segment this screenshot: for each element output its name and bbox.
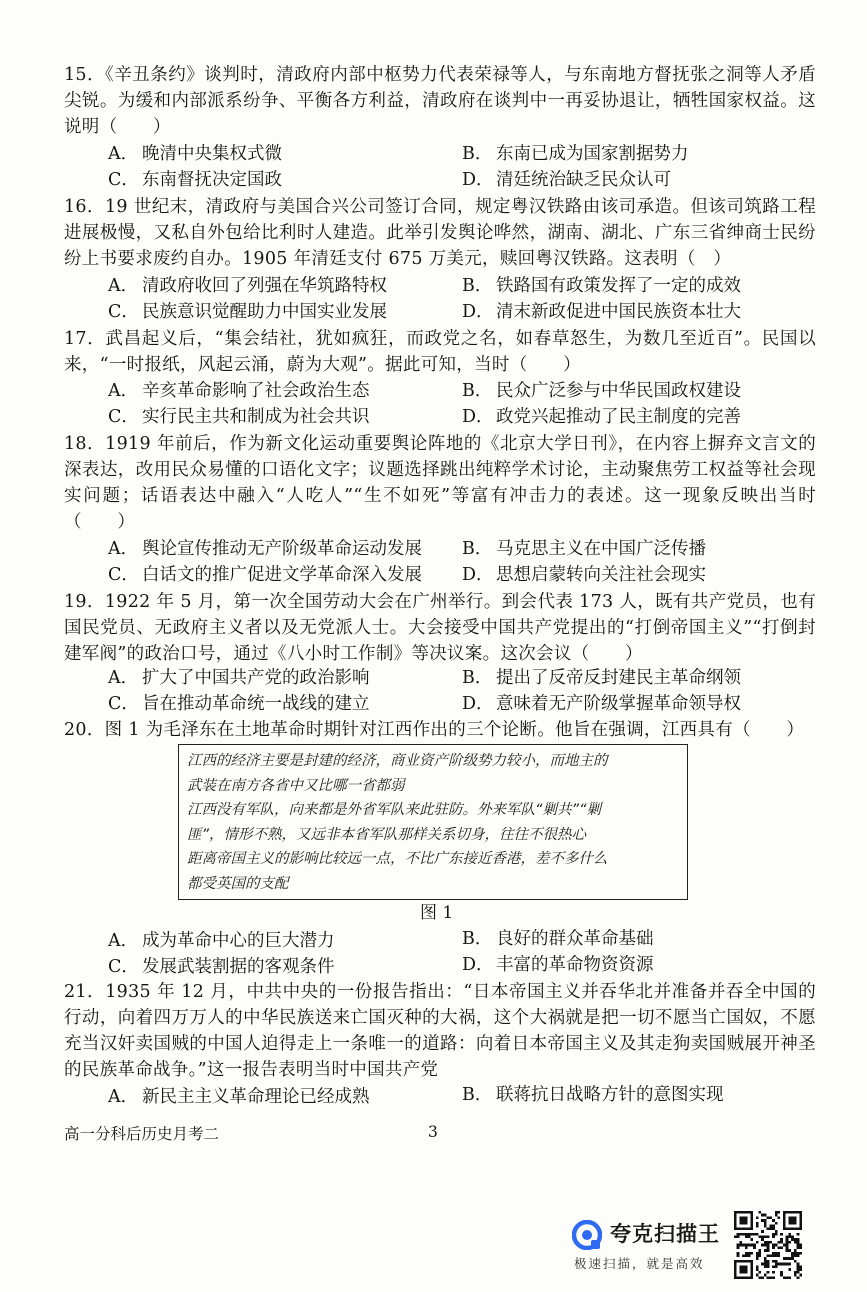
question-21-option-b [462,1082,724,1108]
qr-code-icon [734,1211,802,1279]
scanner-brand-name: 夸克扫描王 [610,1222,720,1246]
question-17-option-c [108,404,370,430]
footer-exam-title: 高一分科后历史月考二 [64,1125,220,1143]
figure-line: 江西没有军队，向来都是外省军队来此驻防。外来军队“剿共”“剿 [187,802,602,818]
question-15-option-a [108,141,282,167]
question-21-option-a [108,1084,370,1110]
option-label: A． [108,276,139,296]
option-text: 清廷统治缺乏民众认可 [496,170,671,190]
question-15-option-d [462,167,671,193]
option-label: D． [462,170,494,190]
question-17-option-a [108,378,370,404]
option-text: 舆论宣传推动无产阶级革命运动发展 [142,539,422,559]
question-18-option-b [462,536,706,562]
option-label: B． [462,929,493,949]
option-text: 扩大了中国共产党的政治影响 [142,668,370,688]
question-20-option-c [108,954,335,980]
question-18-option-d [462,562,706,588]
question-18-text: 18．1919 年前后，作为新文化运动重要舆论阵地的《北京大学日刊》，在内容上摒弃文言文的深表达，改用民众易懂的口语化文字；议题选择跳出纯粹学术讨论，主动聚焦劳工权益等社会现实问题；话语表达中融入“人吃人”“生不如死”等富有冲击力的表述。这一现象反映出当时（ ） [64,434,816,532]
question-18-option-a [108,536,422,562]
question-19-option-b [462,665,741,691]
option-label: B． [462,1085,493,1105]
figure-caption: 图 1 [420,903,454,923]
option-text: 丰富的革命物资资源 [496,955,654,975]
option-label: D． [462,565,494,585]
option-text: 良好的群众革命基础 [496,929,654,949]
option-label: B． [462,381,493,401]
option-label: D． [462,407,494,427]
question-21-text: 21．1935 年 12 月，中共中央的一份报告指出：“日本帝国主义并吞华北并准备并吞全中国的行动，向着四万万人的中华民族送来亡国灭种的大祸，这个大祸就是把一切不愿当亡国奴，不愿充当汉奸卖国贼的中国人迫得走上一条唯一的道路：向着日本帝国主义及其走狗卖国贼展开神圣的民族革命战争。”这一报告表明当时中国共产党 [64,982,816,1080]
option-label: C． [108,407,139,427]
figure-line: 距离帝国主义的影响比较远一点，不比广东接近香港，差不多什么 [187,851,608,867]
option-text: 辛亥革命影响了社会政治生态 [142,381,370,401]
question-16-option-b [462,273,741,299]
option-label: C． [108,694,139,714]
scanner-slogan: 极速扫描，就是高效 [574,1256,705,1271]
question-17-text: 17．武昌起义后，“集会结社，犹如疯狂，而政党之名，如春草怒生，为数几至近百”。民国以来，“一时报纸，风起云涌，蔚为大观”。据此可知，当时（ ） [64,329,816,375]
figure-line: 都受英国的支配 [187,875,289,892]
option-label: C． [108,170,139,190]
question-15-option-b [462,141,689,167]
question-18-option-c [108,562,422,588]
option-text: 提出了反帝反封建民主革命纲领 [496,668,741,688]
option-text: 思想启蒙转向关注社会现实 [496,565,706,585]
question-19-text: 19．1922 年 5 月，第一次全国劳动大会在广州举行。到会代表 173 人，既有共产党员，也有国民党员、无政府主义者以及无党派人士。大会接受中国共产党提出的“打倒帝国主义”“打倒封建军阀”的政治口号，通过《八小时工作制》等决议案。这次会议（ ） [64,592,816,664]
question-15-text: 15．《辛丑条约》谈判时，清政府内部中枢势力代表荣禄等人，与东南地方督抚张之洞等人矛盾尖锐。为缓和内部派系纷争、平衡各方利益，清政府在谈判中一再妥协退让，牺牲国家权益。这说明（ ） [64,65,816,137]
option-label: D． [462,302,494,322]
option-label: D． [462,694,494,714]
option-label: A． [108,668,139,688]
option-label: A． [108,931,139,951]
option-text: 政党兴起推动了民主制度的完善 [496,407,741,427]
option-text: 东南已成为国家割据势力 [496,144,689,164]
question-19-option-d [462,691,741,717]
figure-line: 匪”，情形不熟，又远非本省军队那样关系切身，往往不很热心 [187,826,587,843]
question-20-option-d [462,952,654,978]
option-label: A． [108,381,139,401]
option-label: A． [108,1087,139,1107]
option-label: B． [462,539,493,559]
question-19-option-a [108,665,370,691]
question-16-option-d [462,299,741,325]
option-text: 马克思主义在中国广泛传播 [496,539,706,559]
option-text: 意味着无产阶级掌握革命领导权 [496,694,741,714]
question-17-option-d [462,404,741,430]
scanner-watermark [572,1216,732,1276]
option-text: 晚清中央集权式微 [142,144,282,164]
option-label: D． [462,955,494,975]
question-15-option-c [108,167,282,193]
option-text: 清末新政促进中国民族资本壮大 [496,302,741,322]
option-text: 发展武装割据的客观条件 [142,957,335,977]
option-text: 民族意识觉醒助力中国实业发展 [142,302,387,322]
figure-line: 武装在南方各省中又比哪一省都弱 [187,777,405,794]
question-16-option-c [108,299,387,325]
page-number: 3 [428,1123,438,1141]
question-19-option-c [108,691,370,717]
option-text: 联蒋抗日战略方针的意图实现 [496,1085,724,1105]
option-text: 民众广泛参与中华民国政权建设 [496,381,741,401]
option-label: A． [108,144,139,164]
option-label: B． [462,144,493,164]
question-17-option-b [462,378,741,404]
option-text: 实行民主共和制成为社会共识 [142,407,370,427]
quark-logo-icon [572,1220,602,1250]
option-label: B． [462,276,493,296]
option-label: B． [462,668,493,688]
question-20-option-b [462,926,654,952]
figure-1-box [178,744,688,900]
question-16-text: 16．19 世纪末，清政府与美国合兴公司签订合同，规定粤汉铁路由该司承造。但该司筑路工程进展极慢，又私自外包给比利时人建造。此举引发舆论哗然，湖南、湖北、广东三省绅商士民纷纷上书要求废约自办。1905 年清廷支付 675 万美元，赎回粤汉铁路。这表明（ ） [64,197,816,269]
question-16-option-a [108,273,387,299]
option-text: 新民主主义革命理论已经成熟 [142,1087,370,1107]
option-label: C． [108,302,139,322]
option-text: 东南督抚决定国政 [142,170,282,190]
question-20-text: 20．图 1 为毛泽东在土地革命时期针对江西作出的三个论断。他旨在强调，江西具有（ ） [64,720,805,740]
option-text: 旨在推动革命统一战线的建立 [142,694,370,714]
figure-line: 江西的经济主要是封建的经济，商业资产阶级势力较小，而地主的 [187,753,608,769]
option-label: C． [108,565,139,585]
option-label: C． [108,957,139,977]
option-text: 清政府收回了列强在华筑路特权 [142,276,387,296]
question-20-option-a [108,928,335,954]
option-text: 成为革命中心的巨大潜力 [142,931,335,951]
option-label: A． [108,539,139,559]
option-text: 白话文的推广促进文学革命深入发展 [142,565,422,585]
option-text: 铁路国有政策发挥了一定的成效 [496,276,741,296]
